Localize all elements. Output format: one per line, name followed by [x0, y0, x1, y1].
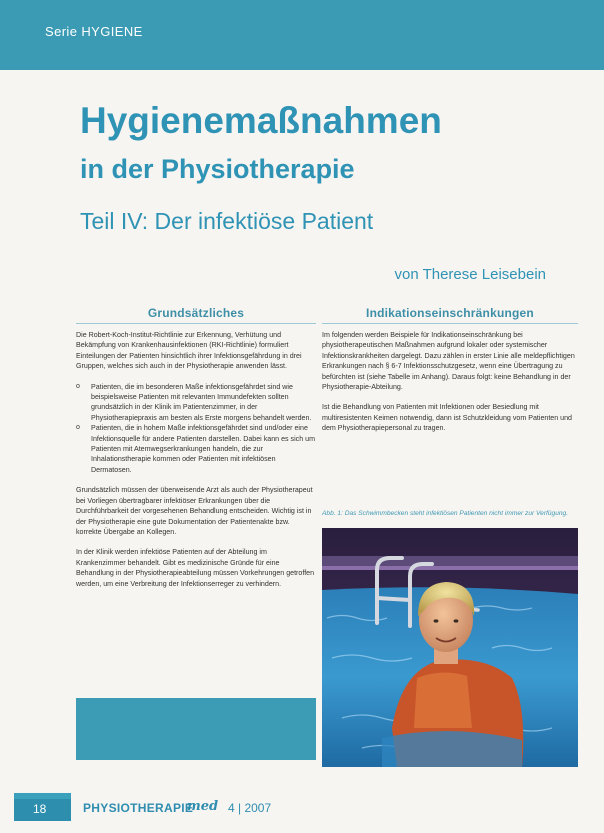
- page-number: 18: [33, 802, 47, 816]
- bullet-icon: o: [76, 424, 80, 432]
- risk-group-list: [76, 382, 316, 476]
- list-item: [76, 382, 316, 424]
- series-label: Serie HYGIENE: [45, 24, 143, 39]
- accent-box: [76, 698, 316, 760]
- magazine-suffix: med: [187, 799, 219, 814]
- article-title-line2: in der Physiotherapie: [80, 154, 355, 184]
- left-column-heading: Grundsätzliches: [147, 306, 245, 320]
- paragraph-indications: Im folgenden werden Beispiele für Indikationseinschränkung bei physiotherapeutischen Maßnahmen aufgrund lokaler oder systemischer Infektionskrankheiten dargelegt. Dazu zählen in erster Linie alle meldepflichtigen Erkrankungen nach § 6-7 Infektionsschutzgesetz, wenn eine Übertragung zu befürchten ist (siehe Tabelle im Anhang). Daraus folgt: keine Behandlung in der Physiotherapie-Abteilung.: [322, 331, 575, 392]
- figure-caption: Abb. 1: Das Schwimmbecken steht infektiösen Patienten nicht immer zur Verfügung.: [322, 510, 569, 517]
- article-title-line1: Hygienemaßnahmen: [80, 100, 442, 141]
- intro-paragraph: Die Robert-Koch-Institut-Richtlinie zur Erkennung, Verhütung und Bekämpfung von Krankenhausinfektionen (RKI-Richtlinie) formuliert Einteilungen der Patienten hinsichtlich ihrer Infektionsgefährdung in drei Gruppen, welches sich auch in der Physiotherapie anwenden lässt.: [76, 331, 302, 371]
- left-column-text: [76, 330, 316, 599]
- article-subtitle: Teil IV: Der infektiöse Patient: [80, 208, 374, 234]
- list-item-text: Patienten, die im besonderen Maße infektionsgefährdet sind wie beispielsweise Patienten mit relevanten Immundefekten sollten grundsätzlich in der Klinik im Patientenzimmer, in der Physiotherapiepraxis am besten als Erste morgens behandelt werden.: [91, 382, 312, 422]
- bullet-icon: o: [76, 382, 80, 390]
- list-item-text: Patienten, die in hohem Maße infektionsgefährdet sind und/oder eine Infektionsquelle für andere Patienten darstellen. Dabei kann es sich um Patienten mit Atemwegserkrankungen handeln, die zur Inhalationstherapie kommen oder Patienten mit infektiösen Dermatosen.: [91, 424, 315, 474]
- right-column-text: [322, 330, 578, 444]
- article-author: von Therese Leisebein: [394, 266, 546, 283]
- paragraph-clinic-treatment: In der Klinik werden infektiöse Patienten auf der Abteilung im Krankenzimmer behandelt. Gibt es medizinische Gründe für eine Behandlung in der Physiotherapieabteilung müssen Vorkehrungen getroffen werden, um eine Verbreitung der Infektionserreger zu verhindern.: [76, 548, 315, 588]
- list-item: [76, 423, 316, 475]
- left-heading-rule: [76, 323, 316, 324]
- paragraph-doctor-decision: Grundsätzlich müssen der überweisende Arzt als auch der Physiotherapeut bei Vorliegen übertragbarer infektiöser Erkrankungen über die Durchführbarkeit der vorgesehenen Behandlung entscheiden. Wichtig ist in der Physiotherapie eine gute Dokumentation der Patientenakte bzw. korrekte Übergabe an Kollegen.: [76, 486, 313, 536]
- right-heading-rule: [322, 323, 578, 324]
- paragraph-protective-clothing: Ist die Behandlung von Patienten mit Infektionen oder Besiedlung mit multiresistenten Keimen notwendig, dann ist Schutzkleidung vom Patienten und dem Physiotherapiepersonal zu tragen.: [322, 403, 573, 433]
- issue-number: 4 | 2007: [228, 801, 272, 815]
- pool-photo: [322, 528, 578, 767]
- right-column-heading: Indikationseinschränkungen: [366, 306, 534, 320]
- magazine-name: PHYSIOTHERAPIE: [83, 801, 194, 815]
